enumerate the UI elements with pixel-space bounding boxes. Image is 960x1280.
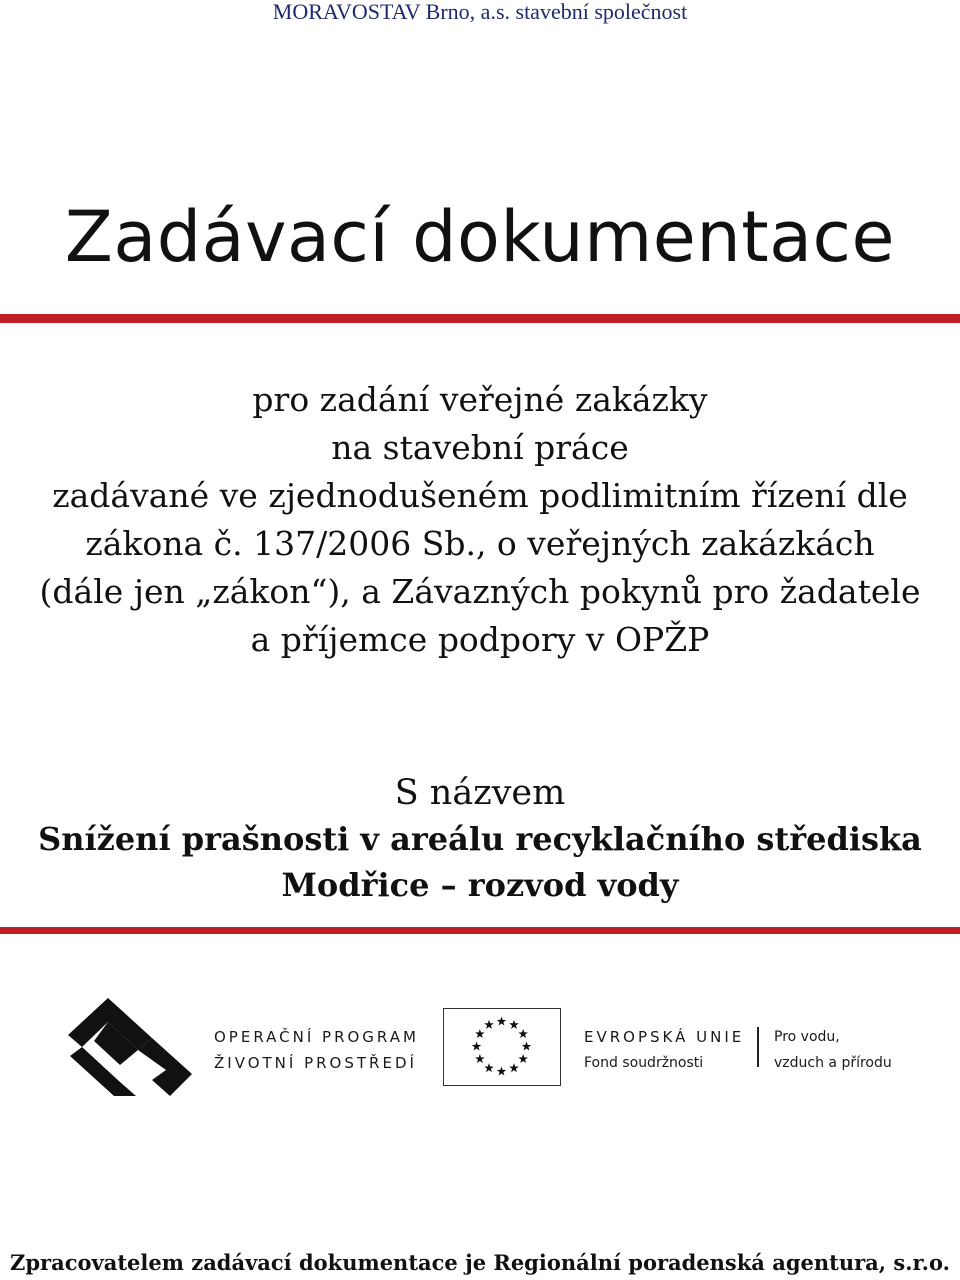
- eu-star-icon: [509, 1063, 519, 1072]
- subtitle-line: a příjemce podpory v OPŽP: [250, 620, 710, 659]
- eu-star-icon: [484, 1063, 494, 1072]
- eu-text: [584, 1024, 744, 1076]
- logo-divider: [757, 1027, 759, 1067]
- opzp-logo-icon: [68, 998, 192, 1096]
- eu-star-icon: [472, 1042, 482, 1051]
- motto-line: Pro vodu,: [774, 1029, 840, 1045]
- document-subtitle: [0, 376, 960, 664]
- eu-star-icon: [497, 1067, 507, 1076]
- logos-strip: [0, 990, 960, 1110]
- eu-star-icon: [509, 1020, 519, 1029]
- subtitle-line: na stavební práce: [331, 428, 629, 467]
- eu-star-icon: [522, 1042, 532, 1051]
- subtitle-line: (dále jen „zákon“), a Závazných pokynů pro žadatele: [39, 572, 921, 611]
- document-title: Zadávací dokumentace: [64, 196, 896, 278]
- opzp-line: OPERAČNÍ PROGRAM: [214, 1028, 419, 1046]
- eu-star-icon: [497, 1017, 507, 1026]
- project-name-line: Snížení prašnosti v areálu recyklačního střediska: [38, 820, 922, 858]
- subtitle-line: zadávané ve zjednodušeném podlimitním řízení dle: [52, 476, 908, 515]
- eu-fund: Fond soudržnosti: [584, 1055, 704, 1071]
- eu-star-icon: [475, 1054, 485, 1063]
- motto-line: vzduch a přírodu: [774, 1055, 892, 1071]
- motto-text: [774, 1024, 892, 1076]
- project-label: S názvem: [394, 773, 566, 813]
- footer-note: Zpracovatelem zadávací dokumentace je Regionální poradenská agentura, s.r.o.: [10, 1250, 950, 1275]
- company-header: MORAVOSTAV Brno, a.s. stavební společnost: [272, 0, 688, 24]
- opzp-text: [214, 1024, 419, 1076]
- top-red-rule: [0, 314, 960, 323]
- bottom-red-rule: [0, 927, 960, 934]
- subtitle-line: pro zadání veřejné zakázky: [252, 380, 708, 419]
- eu-flag-icon: [443, 1008, 561, 1086]
- opzp-line: ŽIVOTNÍ PROSTŘEDÍ: [214, 1054, 417, 1072]
- project-name-line: Modřice – rozvod vody: [281, 866, 679, 904]
- project-block: [0, 770, 960, 908]
- subtitle-line: zákona č. 137/2006 Sb., o veřejných zakázkách: [85, 524, 875, 563]
- eu-star-icon: [484, 1020, 494, 1029]
- eu-star-icon: [518, 1054, 528, 1063]
- eu-stars-icon: [444, 1009, 559, 1084]
- eu-star-icon: [518, 1029, 528, 1038]
- eu-star-icon: [475, 1029, 485, 1038]
- eu-name: EVROPSKÁ UNIE: [584, 1028, 745, 1046]
